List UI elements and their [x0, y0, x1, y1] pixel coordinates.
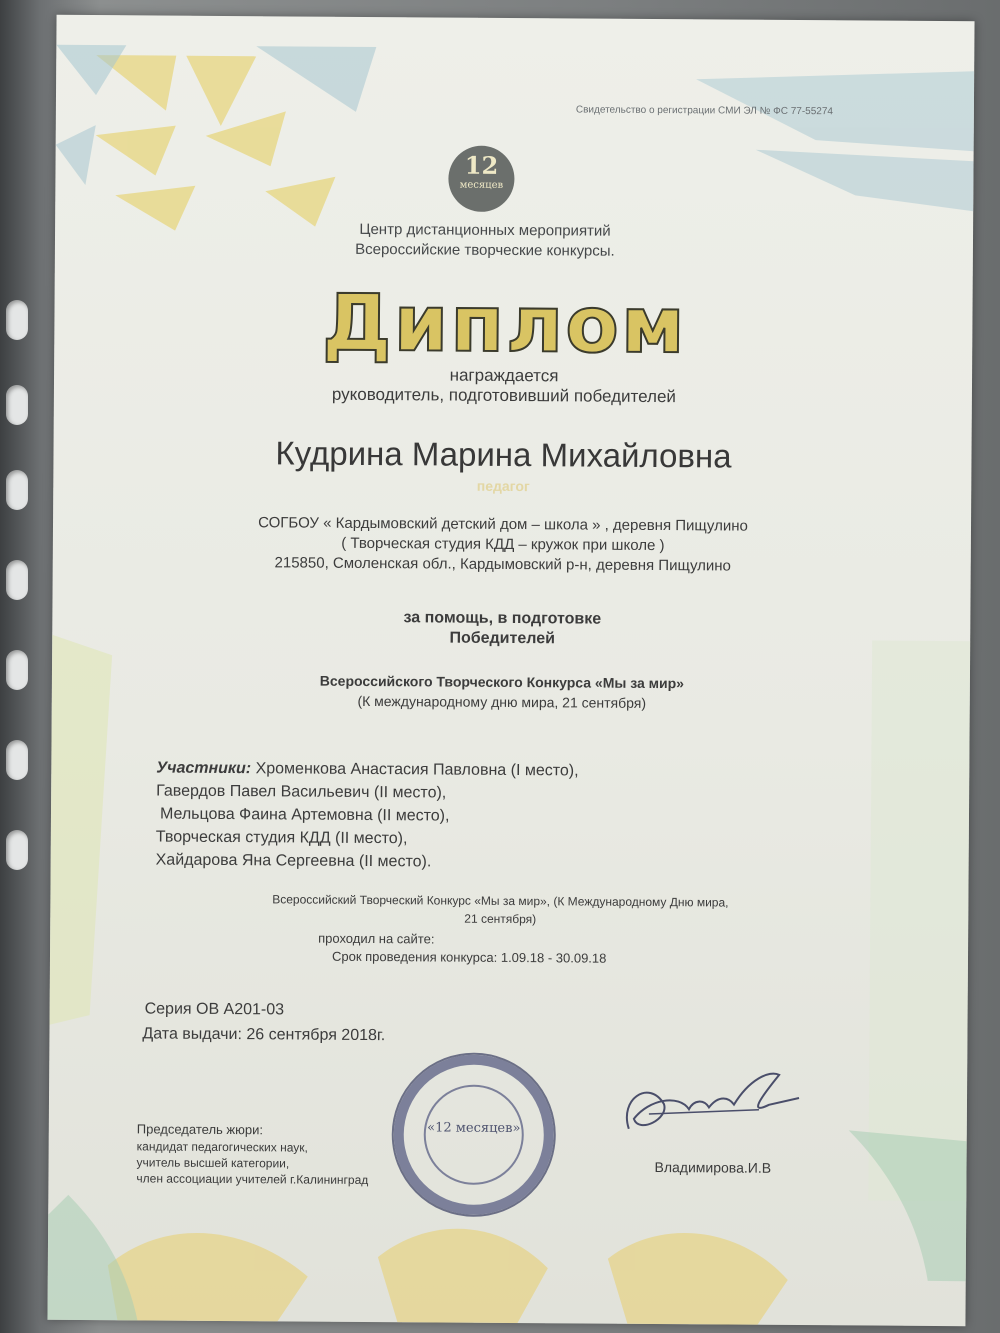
stamp-label: «12 месяцев»	[427, 1120, 521, 1137]
organizer-line1: Центр дистанционных мероприятий	[359, 220, 611, 240]
contest-info-line3: проходил на сайте:	[318, 930, 435, 947]
punch-hole	[6, 740, 28, 780]
logo-number: 12	[464, 150, 499, 180]
organizer-line2: Всероссийские творческие конкурсы.	[355, 240, 615, 260]
punch-hole	[6, 470, 28, 510]
contest-info-line2: 21 сентября)	[464, 911, 537, 927]
jury-line2: учитель высшей категории,	[136, 1155, 290, 1171]
participants-label: Участники:	[156, 759, 252, 778]
punch-hole	[6, 300, 28, 340]
punch-hole	[6, 830, 28, 870]
institution-line2: ( Творческая студия КДД – кружок при школе )	[341, 534, 665, 555]
participants-block	[156, 760, 578, 781]
issue-date: Дата выдачи: 26 сентября 2018г.	[142, 1025, 386, 1045]
awarded-text: награждается	[449, 365, 559, 386]
participant-item: Хроменкова Анастасия Павловна (I место),	[255, 760, 579, 780]
signature	[609, 1059, 810, 1150]
series-number: Серия ОВ А201-03	[144, 1000, 285, 1019]
awarded-role: руководитель, подготовивший победителей	[331, 384, 676, 407]
institution-line3: 215850, Смоленская обл., Кардымовский р-н, деревня Пищулино	[274, 554, 731, 575]
diploma-title: Диплом	[321, 278, 687, 372]
recipient-name: Кудрина Марина Михайловна	[275, 434, 732, 475]
institution-line1: СОГБОУ « Кардымовский детский дом – школа » , деревня Пищулино	[258, 514, 748, 535]
contest-subtitle: (К международному дню мира, 21 сентября)	[357, 692, 647, 711]
recipient-position: педагог	[476, 477, 530, 495]
reason-line1: за помощь, в подготовке	[403, 609, 602, 628]
jury-title: Председатель жюри:	[136, 1121, 264, 1138]
logo-word: месяцев	[459, 179, 504, 191]
participant-item: Хайдарова Яна Сергеевна (II место).	[155, 851, 432, 871]
punch-hole	[6, 385, 28, 425]
signatory-name: Владимирова.И.В	[654, 1159, 772, 1176]
participant-item: Мельцова Фаина Артемовна (II место),	[159, 805, 450, 825]
participant-item: Творческая студия КДД (II место),	[155, 828, 408, 848]
punch-hole	[6, 560, 28, 600]
punch-hole	[6, 650, 28, 690]
participant-item: Гавердов Павел Васильевич (II место),	[156, 782, 447, 802]
logo-12-months	[448, 146, 514, 212]
contest-info-line4: Срок проведения конкурса: 1.09.18 - 30.09.18	[331, 948, 607, 966]
jury-line3: член ассоциации учителей г.Калининград	[136, 1171, 369, 1188]
reason-line2: Победителей	[449, 629, 556, 648]
official-stamp	[391, 1052, 556, 1217]
diploma-sheet	[47, 15, 974, 1326]
jury-line1: кандидат педагогических наук,	[136, 1139, 308, 1155]
contest-info-line1: Всероссийский Творческий Конкурс «Мы за мир», (К Международному Дню мира,	[272, 892, 729, 910]
registration-note: Свидетельство о регистрации СМИ ЭЛ № ФС 77-55274	[575, 104, 834, 118]
contest-name: Всероссийского Творческого Конкурса «Мы за мир»	[319, 672, 685, 692]
